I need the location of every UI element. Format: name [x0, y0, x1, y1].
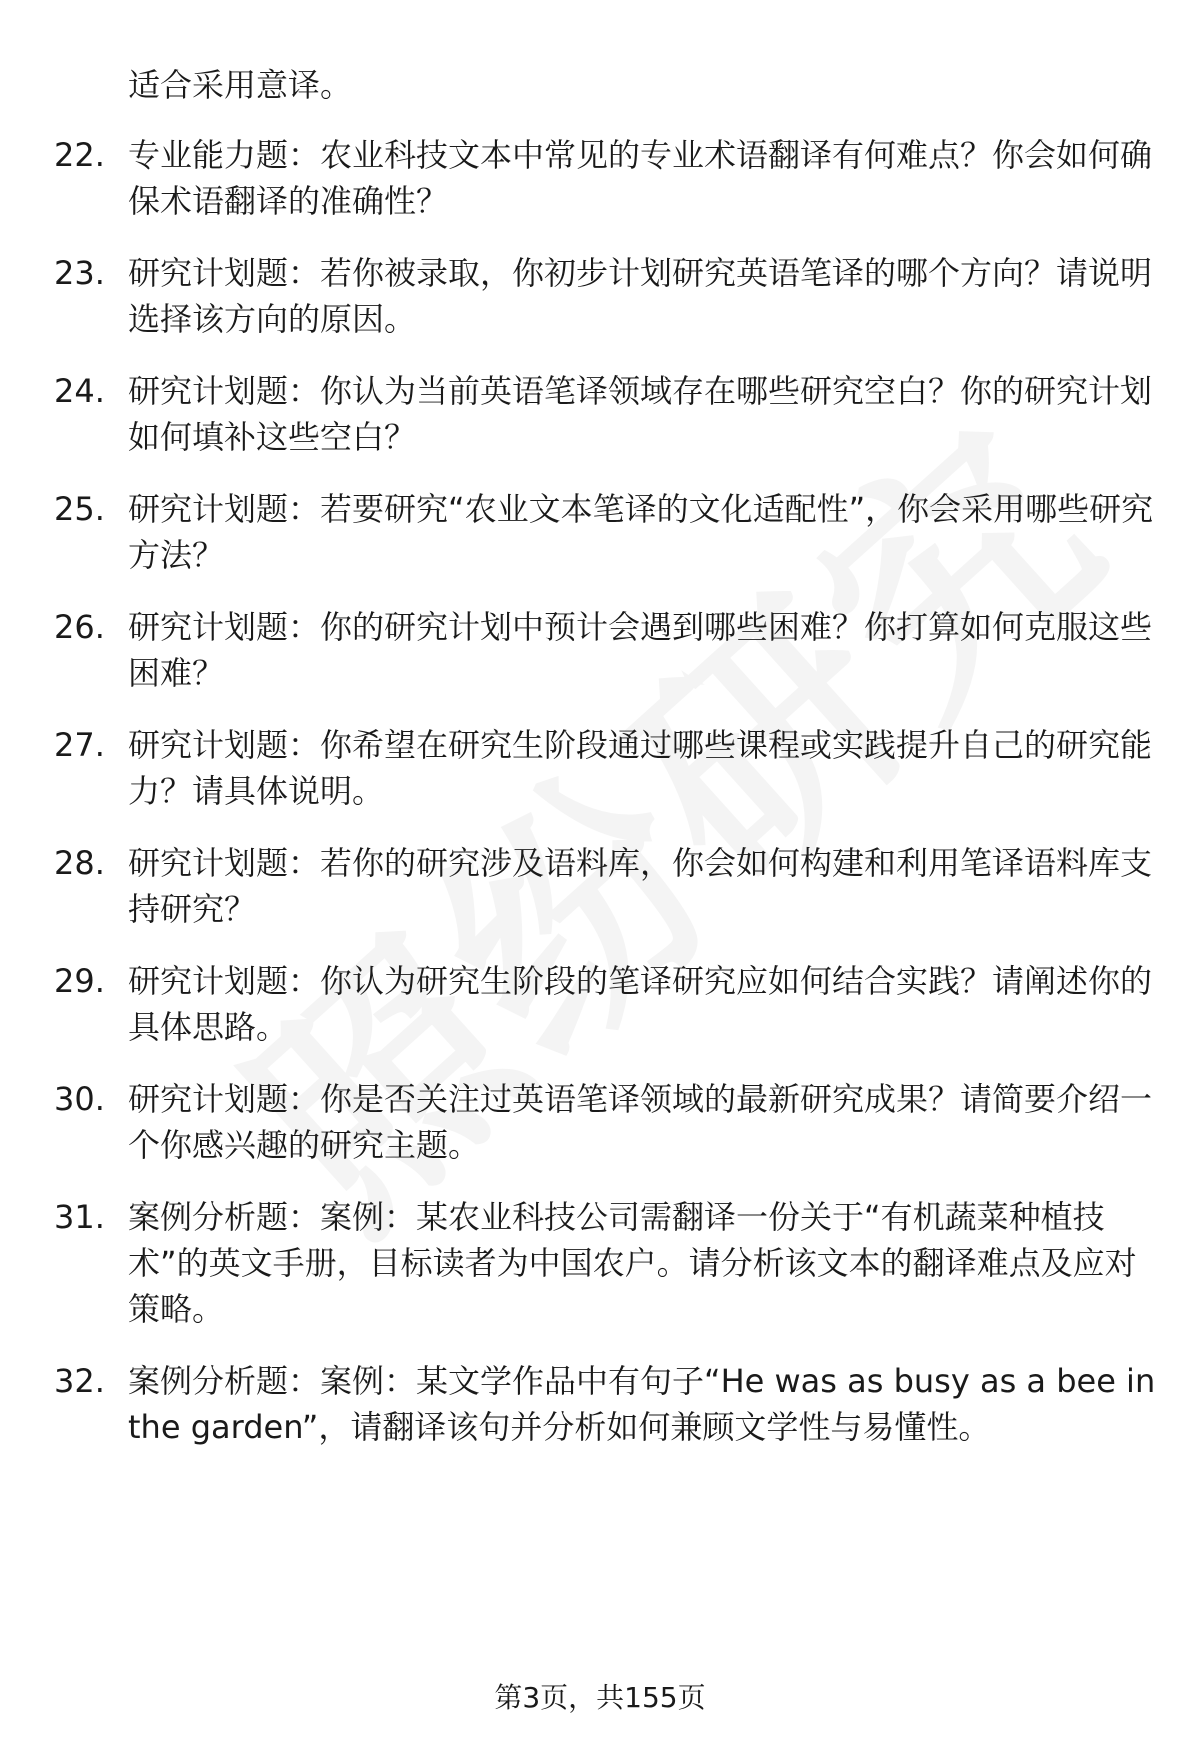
- item-number: 27.: [54, 726, 105, 764]
- item-text: 研究计划题：若你被录取，你初步计划研究英语笔译的哪个方向？请说明选择该方向的原因。: [128, 254, 1153, 338]
- item-number: 26.: [54, 608, 105, 646]
- item-text: 专业能力题：农业科技文本中常见的专业术语翻译有何难点？你会如何确保术语翻译的准确性？: [128, 136, 1153, 220]
- page-footer: 第3页，共155页: [494, 1681, 706, 1714]
- item-text: 研究计划题：你是否关注过英语笔译领域的最新研究成果？请简要介绍一个你感兴趣的研究主题。: [128, 1080, 1153, 1164]
- item-number: 29.: [54, 962, 105, 1000]
- item-text: 研究计划题：若你的研究涉及语料库，你会如何构建和利用笔译语料库支持研究？: [128, 844, 1153, 928]
- item-number: 25.: [54, 490, 105, 528]
- item-text: 研究计划题：你认为研究生阶段的笔译研究应如何结合实践？请阐述你的具体思路。: [128, 962, 1153, 1046]
- item-text: 研究计划题：你的研究计划中预计会遇到哪些困难？你打算如何克服这些困难？: [128, 608, 1153, 692]
- item-text: 案例分析题：案例：某农业科技公司需翻译一份关于“有机蔬菜种植技术”的英文手册，目标读者为中国农户。请分析该文本的翻译难点及应对策略。: [128, 1198, 1137, 1328]
- item-number: 28.: [54, 844, 105, 882]
- item-number: 31.: [54, 1198, 105, 1236]
- item-number: 22.: [54, 136, 105, 174]
- continuation-text: 适合采用意译。: [128, 66, 353, 104]
- item-text: 研究计划题：你希望在研究生阶段通过哪些课程或实践提升自己的研究能力？请具体说明。: [128, 726, 1153, 810]
- item-text: 研究计划题：你认为当前英语笔译领域存在哪些研究空白？你的研究计划如何填补这些空白？: [128, 372, 1153, 456]
- item-number: 23.: [54, 254, 105, 292]
- item-text: 案例分析题：案例：某文学作品中有句子“He was as busy as a bee in the garden”，请翻译该句并分析如何兼顾文学性与易懂性。: [128, 1362, 1156, 1446]
- item-text: 研究计划题：若要研究“农业文本笔译的文化适配性”，你会采用哪些研究方法？: [128, 490, 1154, 574]
- item-number: 24.: [54, 372, 105, 410]
- item-number: 30.: [54, 1080, 105, 1118]
- item-number: 32.: [54, 1362, 105, 1400]
